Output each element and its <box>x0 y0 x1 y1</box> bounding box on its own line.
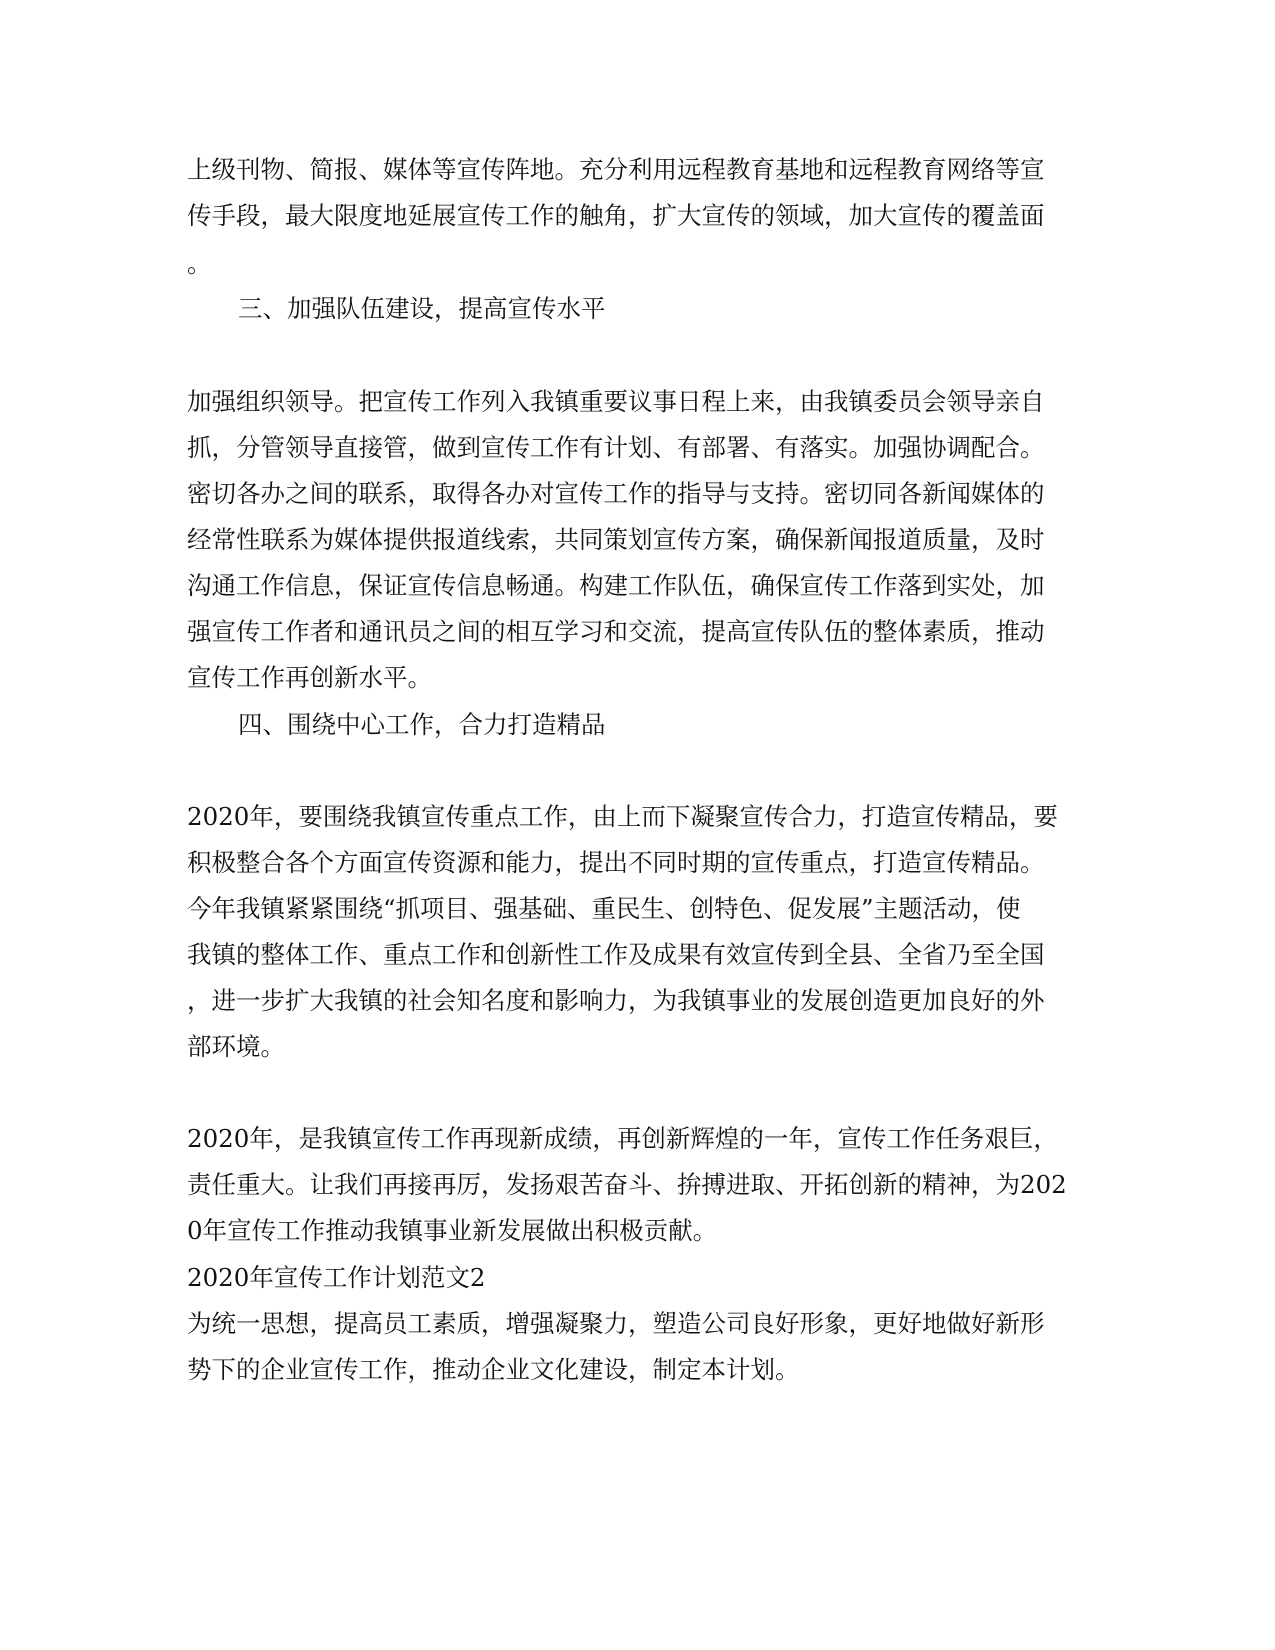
document-subtitle: 2020年宣传工作计划范文2 <box>187 1263 486 1292</box>
body-line: 我镇的整体工作、重点工作和创新性工作及成果有效宣传到全县、全省乃至全国 <box>187 940 1045 969</box>
body-line: 0年宣传工作推动我镇事业新发展做出积极贡献。 <box>187 1216 718 1245</box>
body-line: 部环境。 <box>187 1032 285 1061</box>
body-line: 沟通工作信息，保证宣传信息畅通。构建工作队伍，确保宣传工作落到实处，加 <box>187 571 1045 600</box>
body-line: 2020年，要围绕我镇宣传重点工作，由上而下凝聚宣传合力，打造宣传精品，要 <box>187 802 1058 831</box>
body-line: 上级刊物、简报、媒体等宣传阵地。充分利用远程教育基地和远程教育网络等宣 <box>187 155 1045 184</box>
body-line: 今年我镇紧紧围绕“抓项目、强基础、重民生、创特色、促发展”主题活动，使 <box>187 894 1021 923</box>
section-heading: 三、加强队伍建设，提高宣传水平 <box>238 294 606 323</box>
body-line: 积极整合各个方面宣传资源和能力，提出不同时期的宣传重点，打造宣传精品。 <box>187 848 1045 877</box>
body-line: 宣传工作再创新水平。 <box>187 663 432 692</box>
body-line: 抓，分管领导直接管，做到宣传工作有计划、有部署、有落实。加强协调配合。 <box>187 433 1045 462</box>
body-line: ，进一步扩大我镇的社会知名度和影响力，为我镇事业的发展创造更加良好的外 <box>187 986 1045 1015</box>
body-line: 强宣传工作者和通讯员之间的相互学习和交流，提高宣传队伍的整体素质，推动 <box>187 617 1045 646</box>
body-line: 为统一思想，提高员工素质，增强凝聚力，塑造公司良好形象，更好地做好新形 <box>187 1309 1045 1338</box>
body-line: 势下的企业宣传工作，推动企业文化建设，制定本计划。 <box>187 1355 800 1384</box>
body-line: 经常性联系为媒体提供报道线索，共同策划宣传方案，确保新闻报道质量，及时 <box>187 525 1045 554</box>
body-line: 。 <box>187 249 212 278</box>
body-line: 责任重大。让我们再接再厉，发扬艰苦奋斗、拚搏进取、开拓创新的精神，为202 <box>187 1170 1067 1199</box>
body-line: 加强组织领导。把宣传工作列入我镇重要议事日程上来，由我镇委员会领导亲自 <box>187 387 1045 416</box>
section-heading: 四、围绕中心工作，合力打造精品 <box>238 710 606 739</box>
body-line: 传手段，最大限度地延展宣传工作的触角，扩大宣传的领域，加大宣传的覆盖面 <box>187 201 1045 230</box>
body-line: 密切各办之间的联系，取得各办对宣传工作的指导与支持。密切同各新闻媒体的 <box>187 479 1045 508</box>
body-line: 2020年，是我镇宣传工作再现新成绩，再创新辉煌的一年，宣传工作任务艰巨， <box>187 1124 1058 1153</box>
